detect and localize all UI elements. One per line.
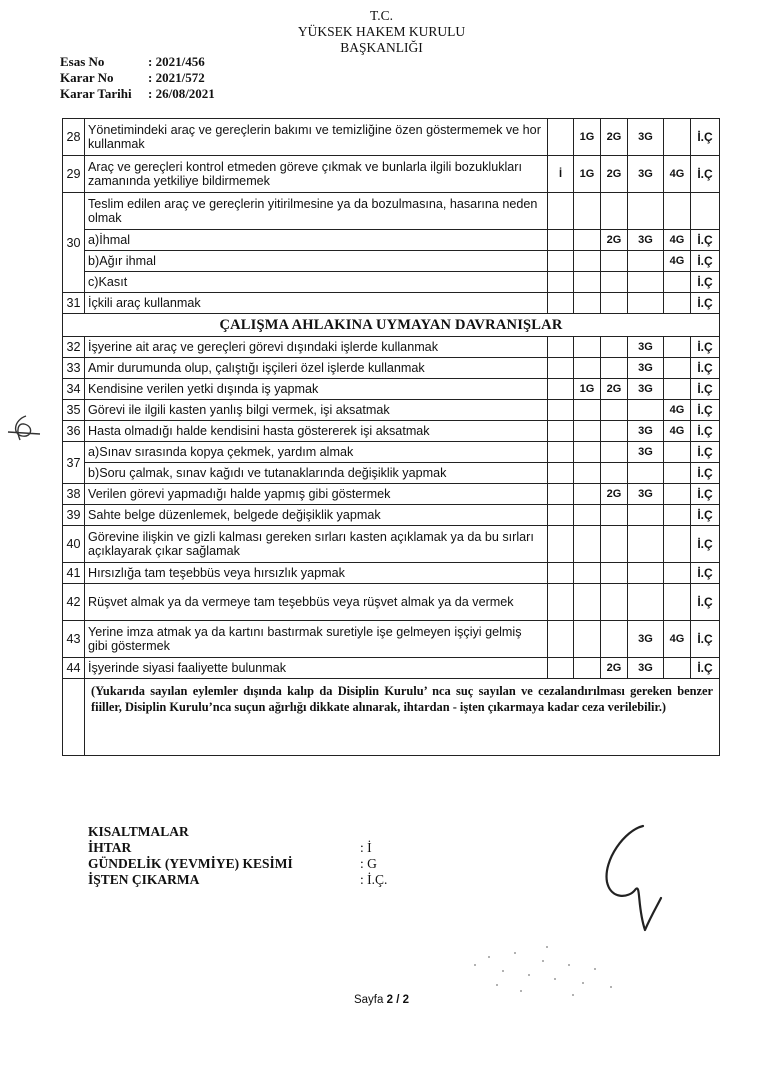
meta-key: Karar Tarihi [60,86,132,101]
penalty-cell [601,584,628,621]
penalty-cell: İ.Ç [691,272,720,293]
penalty-cell: 3G [628,156,664,193]
penalty-cell [601,563,628,584]
penalty-cell [548,484,574,505]
penalty-cell [664,658,691,679]
penalty-cell: 4G [664,156,691,193]
penalty-cell [601,337,628,358]
abbr-term: İŞTEN ÇIKARMA [88,872,200,887]
row-number: 30 [63,193,85,293]
penalty-cell: İ.Ç [691,337,720,358]
row-text: İşyerine ait araç ve gereçleri görevi dışındaki işlerde kullanmak [85,337,548,358]
row-text: a)İhmal [85,230,548,251]
penalty-cell [664,442,691,463]
signature-icon [585,820,675,940]
footnote-spacer [63,679,85,756]
penalty-cell: 4G [664,621,691,658]
penalty-cell [548,421,574,442]
row-number: 35 [63,400,85,421]
penalty-cell [664,337,691,358]
abbr-code: : İ [360,840,372,855]
penalty-cell [664,526,691,563]
penalty-cell: İ.Ç [691,251,720,272]
table-row [63,463,720,484]
penalty-cell [601,463,628,484]
table-row [63,230,720,251]
row-text: Yönetimindeki araç ve gereçlerin bakımı ve temizliğine özen göstermemek ve hor kullanmak [85,119,548,156]
penalty-cell [628,526,664,563]
meta-value: : 2021/572 [148,70,205,85]
row-number: 33 [63,358,85,379]
row-text: Verilen görevi yapmadığı halde yapmış gibi göstermek [85,484,548,505]
penalty-cell [601,505,628,526]
penalty-cell [601,421,628,442]
penalty-cell: 1G [574,156,601,193]
penalty-cell [548,337,574,358]
penalty-cell [601,293,628,314]
penalty-cell [548,505,574,526]
abbreviations-title: KISALTMALAR [88,824,189,839]
table-row [63,251,720,272]
penalty-cell [574,463,601,484]
row-number: 39 [63,505,85,526]
table-row [63,156,720,193]
penalty-cell: İ.Ç [691,442,720,463]
penalty-cell [548,563,574,584]
row-text: Araç ve gereçleri kontrol etmeden göreve çıkmak ve bunlarla ilgili bozuklukları zamanında yetkiliye bildirmemek [85,156,548,193]
penalty-cell: 4G [664,230,691,251]
penalty-cell: İ.Ç [691,119,720,156]
penalty-cell [628,584,664,621]
header-department: BAŞKANLIĞI [340,40,423,55]
penalty-cell: 3G [628,337,664,358]
meta-key: Karar No [60,70,114,85]
penalty-cell: 1G [574,119,601,156]
penalty-cell [574,621,601,658]
penalty-cell: İ.Ç [691,379,720,400]
abbr-term: İHTAR [88,840,132,855]
table-row [63,379,720,400]
table-row [63,563,720,584]
row-text: Sahte belge düzenlemek, belgede değişiklik yapmak [85,505,548,526]
penalty-cell: 3G [628,484,664,505]
row-number: 42 [63,584,85,621]
row-text: Görevine ilişkin ve gizli kalması gereken sırları kasten açıklamak ya da bu sırları açıklayarak çıkar sağlamak [85,526,548,563]
penalty-cell [628,251,664,272]
penalty-cell [574,421,601,442]
section-row [63,314,720,337]
table-row [63,193,720,230]
abbr-code: : G [360,856,377,871]
row-text: Kendisine verilen yetki dışında iş yapmak [85,379,548,400]
row-text: b)Ağır ihmal [85,251,548,272]
penalty-cell [548,526,574,563]
penalty-cell: 2G [601,230,628,251]
row-text: İçkili araç kullanmak [85,293,548,314]
table-row [63,293,720,314]
penalty-cell: 3G [628,442,664,463]
penalty-cell [664,272,691,293]
penalty-cell [601,272,628,293]
penalty-cell: İ.Ç [691,621,720,658]
row-text: Amir durumunda olup, çalıştığı işçileri özel işlerde kullanmak [85,358,548,379]
penalty-cell [664,563,691,584]
row-text: Görevi ile ilgili kasten yanlış bilgi vermek, işi aksatmak [85,400,548,421]
penalty-cell [601,442,628,463]
table-row [63,337,720,358]
table-row [63,442,720,463]
penalty-cell [628,563,664,584]
penalty-cell: İ.Ç [691,156,720,193]
penalty-cell: 3G [628,358,664,379]
penalty-cell [664,293,691,314]
penalty-cell [574,442,601,463]
row-number: 43 [63,621,85,658]
table-row [63,658,720,679]
table-row [63,621,720,658]
penalty-cell: 2G [601,484,628,505]
penalty-table [62,118,720,756]
penalty-cell [664,358,691,379]
table-row [63,526,720,563]
penalty-cell: 4G [664,400,691,421]
header-tc: T.C. [370,8,393,23]
penalty-cell: 3G [628,230,664,251]
penalty-cell [601,193,628,230]
header-institution: YÜKSEK HAKEM KURULU [297,24,466,39]
penalty-cell [628,463,664,484]
meta-value: : 2021/456 [148,54,205,69]
table-row [63,400,720,421]
penalty-cell: 2G [601,119,628,156]
row-text: Rüşvet almak ya da vermeye tam teşebbüs veya rüşvet almak ya da vermek [85,584,548,621]
row-number: 44 [63,658,85,679]
penalty-cell: 3G [628,379,664,400]
row-number: 41 [63,563,85,584]
abbr-code: : İ.Ç. [360,872,388,887]
table-row [63,272,720,293]
row-text: Yerine imza atmak ya da kartını bastırmak suretiyle işe gelmeyen işçiyi gelmiş gibi göstermek [85,621,548,658]
margin-initial-icon [4,412,44,452]
meta-value: : 26/08/2021 [148,86,215,101]
table-row [63,358,720,379]
penalty-cell [548,584,574,621]
penalty-cell: İ.Ç [691,293,720,314]
row-text: Teslim edilen araç ve gereçlerin yitirilmesine ya da bozulmasına, hasarına neden olmak [85,193,548,230]
penalty-cell [601,621,628,658]
row-text: İşyerinde siyasi faaliyette bulunmak [85,658,548,679]
penalty-cell: 3G [628,621,664,658]
penalty-cell: İ.Ç [691,484,720,505]
row-number: 37 [63,442,85,484]
page-number [0,994,763,1006]
penalty-cell: İ.Ç [691,526,720,563]
penalty-cell [548,379,574,400]
penalty-cell [628,272,664,293]
penalty-cell [548,251,574,272]
penalty-cell [574,251,601,272]
case-meta [60,54,215,102]
table-row [63,505,720,526]
penalty-cell [601,400,628,421]
table-row [63,584,720,621]
penalty-cell [664,193,691,230]
penalty-cell [628,293,664,314]
penalty-cell: İ.Ç [691,463,720,484]
penalty-cell [601,251,628,272]
penalty-cell [601,526,628,563]
penalty-cell [548,658,574,679]
penalty-cell [664,484,691,505]
penalty-cell: İ.Ç [691,358,720,379]
penalty-cell [601,358,628,379]
penalty-cell: İ.Ç [691,230,720,251]
penalty-cell: 3G [628,119,664,156]
penalty-cell: 2G [601,658,628,679]
penalty-cell [691,193,720,230]
penalty-cell [548,119,574,156]
penalty-cell [574,293,601,314]
meta-key: Esas No [60,54,105,69]
section-heading: ÇALIŞMA AHLAKINA UYMAYAN DAVRANIŞLAR [63,314,720,337]
penalty-cell: 3G [628,421,664,442]
penalty-cell [548,230,574,251]
penalty-cell: 1G [574,379,601,400]
penalty-cell [574,230,601,251]
penalty-cell [574,358,601,379]
penalty-cell: İ.Ç [691,584,720,621]
penalty-cell [664,119,691,156]
abbr-term: GÜNDELİK (YEVMİYE) KESİMİ [88,856,293,871]
penalty-cell [548,358,574,379]
row-text: Hasta olmadığı halde kendisini hasta göstererek işi aksatmak [85,421,548,442]
row-number: 36 [63,421,85,442]
penalty-cell [574,584,601,621]
footnote: (Yukarıda sayılan eylemler dışında kalıp da Disiplin Kurulu’ nca suç sayılan ve cezalandırılması gereken benzer fiiller, Disiplin Kurulu’nca suçun ağırlığı dikkate alınarak, ihtardan - işten çıkarmaya kadar ceza verilebilir.) [85,679,720,756]
penalty-cell [574,272,601,293]
footnote-row [63,679,720,756]
row-number: 28 [63,119,85,156]
penalty-cell: İ.Ç [691,421,720,442]
penalty-cell: İ [548,156,574,193]
penalty-cell: İ.Ç [691,505,720,526]
penalty-cell [574,484,601,505]
penalty-cell [628,193,664,230]
penalty-cell [628,400,664,421]
penalty-cell: 2G [601,156,628,193]
penalty-cell [548,400,574,421]
penalty-cell [574,526,601,563]
penalty-cell [574,337,601,358]
penalty-cell [548,272,574,293]
penalty-cell: İ.Ç [691,563,720,584]
row-text: Hırsızlığa tam teşebbüs veya hırsızlık yapmak [85,563,548,584]
penalty-cell [548,621,574,658]
row-number: 29 [63,156,85,193]
penalty-cell: İ.Ç [691,658,720,679]
penalty-cell [574,658,601,679]
row-number: 34 [63,379,85,400]
penalty-cell [574,400,601,421]
penalty-cell [548,293,574,314]
penalty-cell [628,505,664,526]
penalty-cell: İ.Ç [691,400,720,421]
penalty-cell [664,505,691,526]
penalty-cell [574,193,601,230]
penalty-cell: 4G [664,421,691,442]
row-number: 31 [63,293,85,314]
penalty-cell [664,584,691,621]
table-row [63,421,720,442]
row-number: 38 [63,484,85,505]
penalty-cell [548,442,574,463]
penalty-cell [664,463,691,484]
penalty-cell [574,505,601,526]
penalty-cell: 2G [601,379,628,400]
row-number: 32 [63,337,85,358]
row-number: 40 [63,526,85,563]
penalty-cell [548,193,574,230]
penalty-cell [664,379,691,400]
penalty-cell [574,563,601,584]
row-text: a)Sınav sırasında kopya çekmek, yardım almak [85,442,548,463]
abbreviations [88,824,387,888]
page-value: 2 / 2 [386,994,409,1006]
table-row [63,119,720,156]
page-label: Sayfa [353,994,384,1006]
penalty-cell: 4G [664,251,691,272]
table-row [63,484,720,505]
penalty-cell: 3G [628,658,664,679]
row-text: b)Soru çalmak, sınav kağıdı ve tutanaklarında değişiklik yapmak [85,463,548,484]
row-text: c)Kasıt [85,272,548,293]
penalty-cell [548,463,574,484]
